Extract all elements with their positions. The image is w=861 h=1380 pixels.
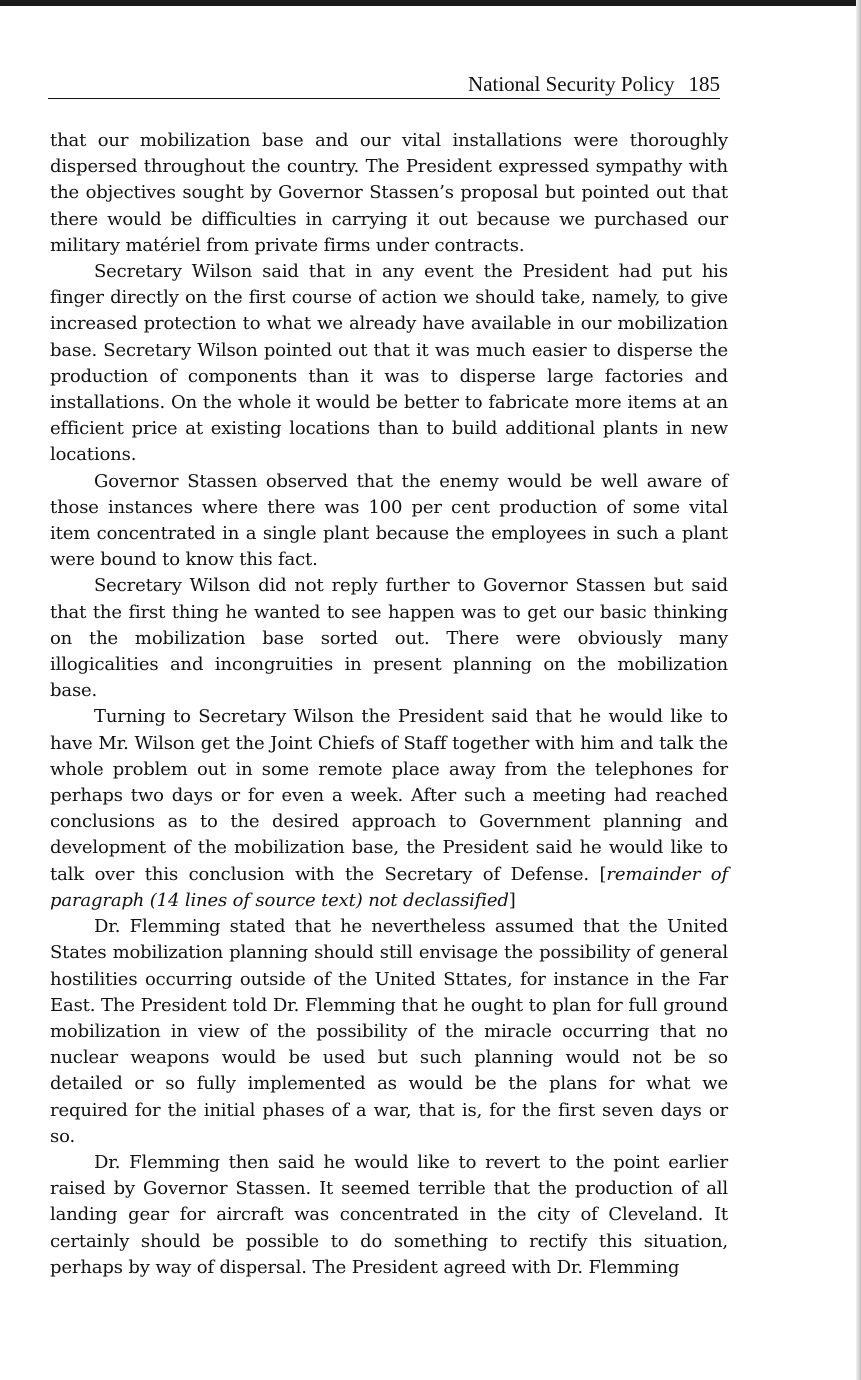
paragraph-4 bbox=[50, 573, 728, 704]
running-header bbox=[48, 72, 720, 99]
paragraph-text: Dr. Flemming stated that he nevertheless assumed that the United States mobilization planning should still envisage the possibility of general hostilities occurring outside of the United Sttates, for instance in the Far East. The President told Dr. Flemming that he ought to plan for full ground mobilization in view of the possibility of the miracle occurring that no nuclear weapons would be used but such planning would not be so detailed or so fully implemented as would be the plans for what we required for the initial phases of a war, that is, for the first seven days or so. bbox=[50, 916, 728, 1147]
closing-bracket: ] bbox=[508, 889, 516, 911]
paragraph-5 bbox=[50, 704, 728, 914]
not-declassified-note: remainder of paragraph (14 lines of source text) not declassified bbox=[50, 863, 728, 911]
page-top-edge bbox=[0, 0, 861, 6]
paragraph-text: Turning to Secretary Wilson the President said that he would like to have Mr. Wilson get the Joint Chiefs of Staff together with him and talk the whole problem out in some remote place away from the telephones for perhaps two days or for even a week. After such a meeting had reached conclusions as to the desired approach to Government planning and development of the mobilization base, the President said he would like to talk over this conclusion with the Secretary of Defense. [ bbox=[50, 706, 728, 885]
page-number: 185 bbox=[688, 72, 720, 96]
paragraph-7 bbox=[50, 1150, 728, 1281]
paragraph-text: Secretary Wilson did not reply further to Governor Stassen but said that the first thing he wanted to see happen was to get our basic thinking on the mobilization base sorted out. There were obviously many illogicalities and incongruities in present planning on the mobilization base. bbox=[50, 575, 728, 702]
paragraph-2 bbox=[50, 259, 728, 469]
paragraph-6 bbox=[50, 914, 728, 1150]
paragraph-3 bbox=[50, 469, 728, 574]
paragraph-text: that our mobilization base and our vital installations were thoroughly dispersed throughout the country. The President expressed sympathy with the objectives sought by Governor Stassen’s proposal but pointed out that there would be difficulties in carrying it out because we purchased our military matériel from private firms under contracts. bbox=[50, 130, 728, 256]
header-title: National Security Policy bbox=[468, 72, 675, 96]
body-text bbox=[50, 128, 728, 1281]
paragraph-text: Governor Stassen observed that the enemy would be well aware of those instances where there was 100 per cent production of some vital item concentrated in a single plant because the employees in such a plant were bound to know this fact. bbox=[50, 470, 728, 571]
page-right-edge bbox=[856, 0, 861, 1380]
paragraph-text: Secretary Wilson said that in any event the President had put his finger directly on the first course of action we should take, namely, to give increased protection to what we already have available in our mobilization base. Secretary Wilson pointed out that it was much easier to disperse the production of components than it was to disperse large factories and installations. On the whole it would be better to fabricate more items at an efficient price at existing locations than to build additional plants in new locations. bbox=[50, 261, 728, 466]
paragraph-1 bbox=[50, 128, 728, 259]
paragraph-text: Dr. Flemming then said he would like to revert to the point earlier raised by Governor Stassen. It seemed terrible that the production of all landing gear for aircraft was concentrated in the city of Cleveland. It certainly should be possible to do something to rectify this situation, perhaps by way of dispersal. The President agreed with Dr. Flemming bbox=[50, 1151, 728, 1278]
